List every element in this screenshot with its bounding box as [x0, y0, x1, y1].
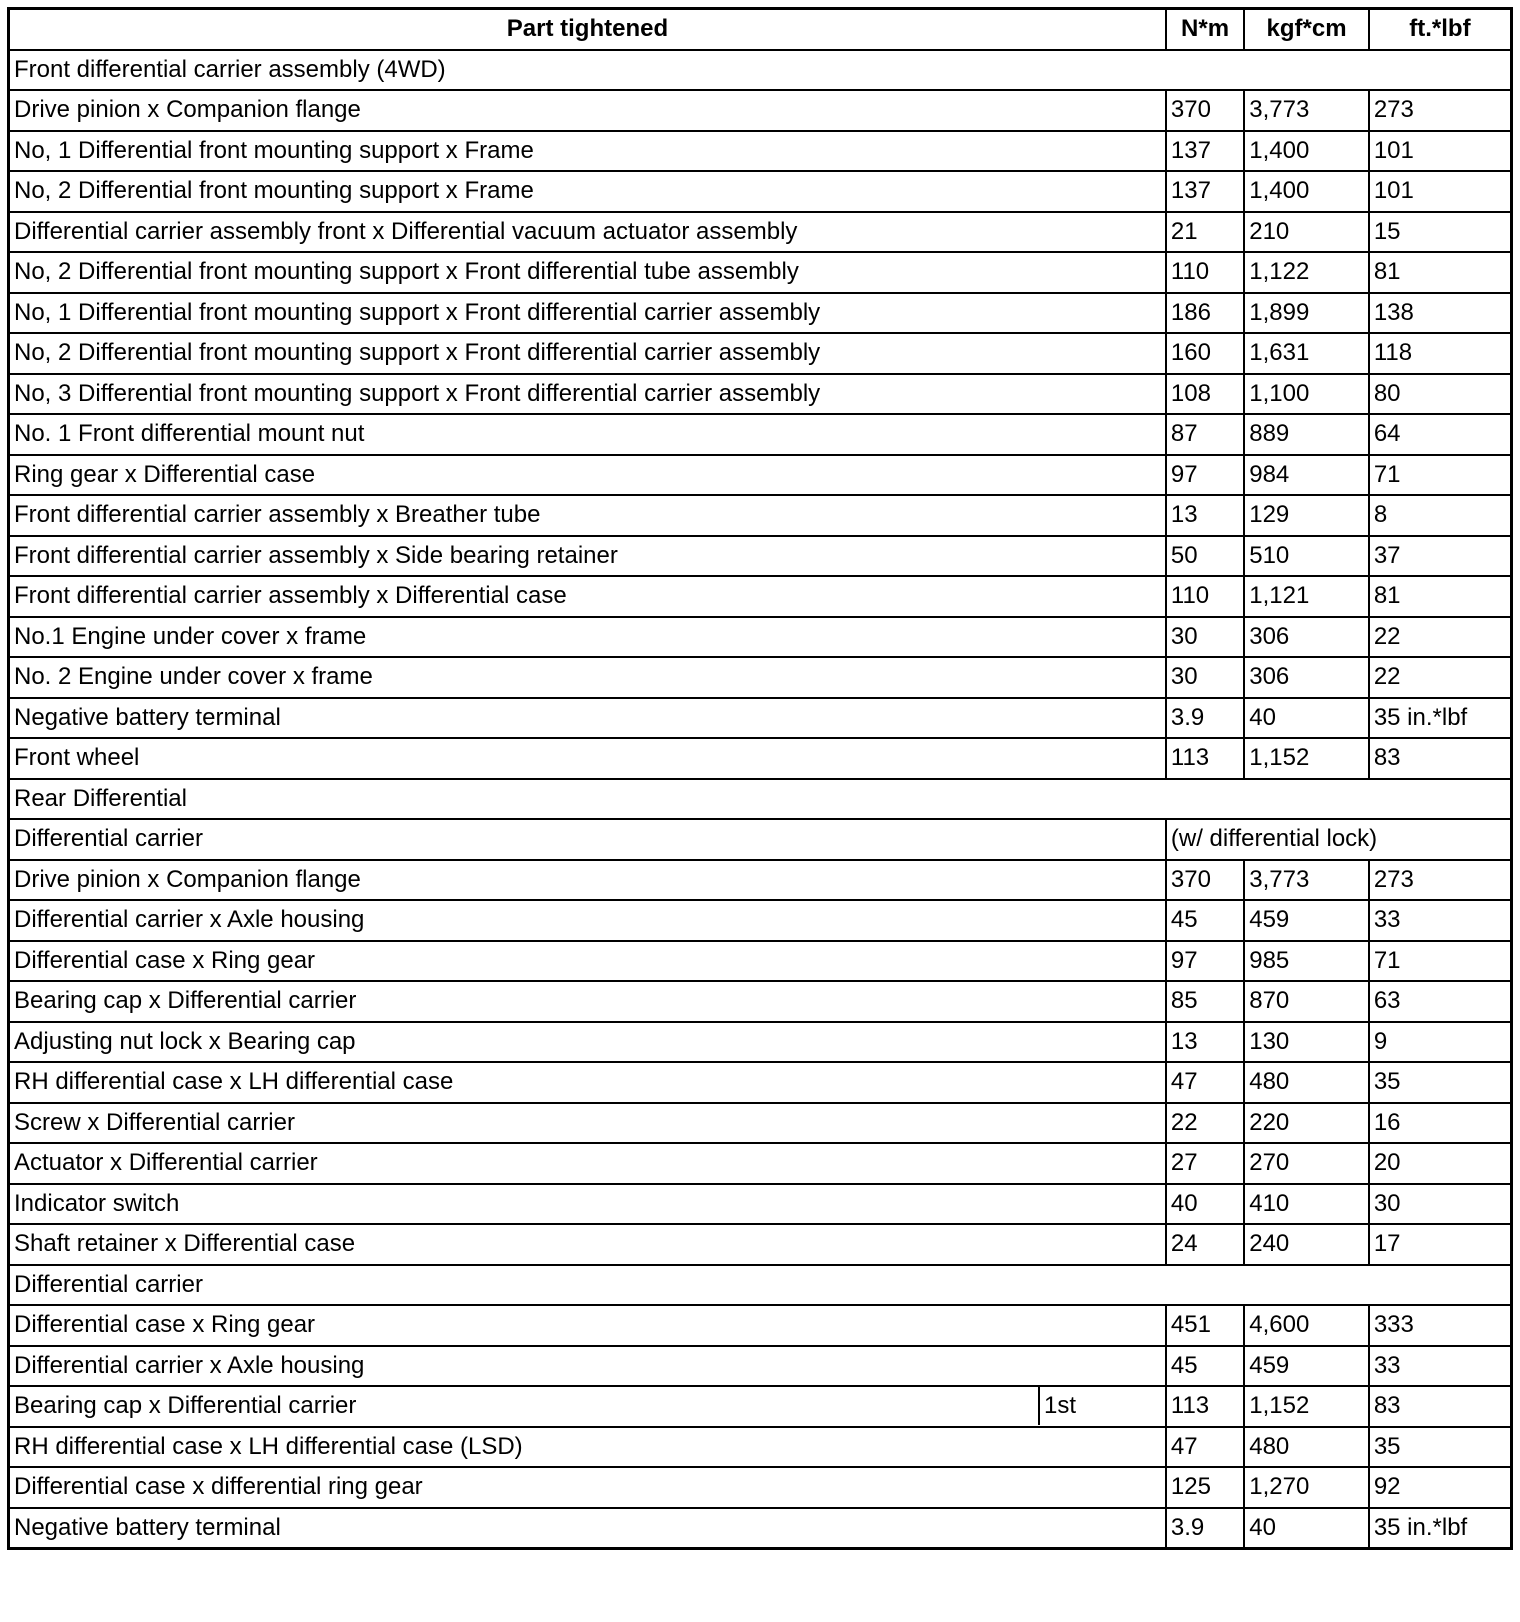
torque-ft-lbf: 37	[1369, 536, 1512, 577]
part-name: RH differential case x LH differential case	[9, 1062, 1166, 1103]
torque-kgf-cm: 270	[1244, 1143, 1369, 1184]
torque-ft-lbf: 71	[1369, 455, 1512, 496]
torque-ft-lbf: 63	[1369, 981, 1512, 1022]
torque-kgf-cm: 1,400	[1244, 171, 1369, 212]
part-name: No, 3 Differential front mounting support x Front differential carrier assembly	[9, 374, 1166, 415]
section-label: Differential carrier	[9, 1265, 1512, 1306]
torque-kgf-cm: 510	[1244, 536, 1369, 577]
header-ft-lbf: ft.*lbf	[1369, 9, 1512, 50]
table-row	[9, 495, 1512, 536]
torque-nm: 30	[1166, 657, 1244, 698]
table-row	[9, 293, 1512, 334]
step-label: 1st	[1044, 1392, 1077, 1420]
part-name: No, 1 Differential front mounting support x Front differential carrier assembly	[9, 293, 1166, 334]
table-row	[9, 171, 1512, 212]
header-part-tightened: Part tightened	[9, 9, 1166, 50]
part-name: Differential carrier x Axle housing	[9, 1346, 1166, 1387]
table-row	[9, 1467, 1512, 1508]
part-name: Differential case x Ring gear	[9, 1305, 1166, 1346]
part-name: Differential case x differential ring gear	[9, 1467, 1166, 1508]
torque-ft-lbf: 83	[1369, 1386, 1512, 1427]
table-row	[9, 1508, 1512, 1549]
table-row	[9, 414, 1512, 455]
part-name: Drive pinion x Companion flange	[9, 860, 1166, 901]
torque-ft-lbf: 333	[1369, 1305, 1512, 1346]
part-name: Front differential carrier assembly x Differential case	[9, 576, 1166, 617]
torque-ft-lbf: 81	[1369, 252, 1512, 293]
torque-ft-lbf: 81	[1369, 576, 1512, 617]
torque-nm: 85	[1166, 981, 1244, 1022]
torque-ft-lbf: 35 in.*lbf	[1369, 698, 1512, 739]
table-row	[9, 374, 1512, 415]
torque-nm: 50	[1166, 536, 1244, 577]
torque-nm: 97	[1166, 941, 1244, 982]
table-row	[9, 698, 1512, 739]
torque-ft-lbf: 17	[1369, 1224, 1512, 1265]
torque-kgf-cm: 1,270	[1244, 1467, 1369, 1508]
torque-nm: 370	[1166, 860, 1244, 901]
part-cell	[9, 1386, 1166, 1427]
torque-nm: 137	[1166, 171, 1244, 212]
torque-nm: 40	[1166, 1184, 1244, 1225]
table-row	[9, 1062, 1512, 1103]
part-name: RH differential case x LH differential case (LSD)	[9, 1427, 1166, 1468]
part-name: Screw x Differential carrier	[9, 1103, 1166, 1144]
torque-nm: 47	[1166, 1062, 1244, 1103]
section-label: Rear Differential	[9, 779, 1512, 820]
torque-ft-lbf: 35	[1369, 1062, 1512, 1103]
torque-kgf-cm: 1,121	[1244, 576, 1369, 617]
torque-nm: 45	[1166, 900, 1244, 941]
header-kgf-cm: kgf*cm	[1244, 9, 1369, 50]
part-name: Front differential carrier assembly x Side bearing retainer	[9, 536, 1166, 577]
part-name: Ring gear x Differential case	[9, 455, 1166, 496]
torque-ft-lbf: 273	[1369, 860, 1512, 901]
part-name: Negative battery terminal	[9, 1508, 1166, 1549]
torque-nm: 160	[1166, 333, 1244, 374]
part-name: Differential carrier x Axle housing	[9, 900, 1166, 941]
torque-ft-lbf: 20	[1369, 1143, 1512, 1184]
torque-nm: 27	[1166, 1143, 1244, 1184]
torque-nm: 45	[1166, 1346, 1244, 1387]
table-row	[9, 333, 1512, 374]
torque-ft-lbf: 35 in.*lbf	[1369, 1508, 1512, 1549]
part-name: Differential carrier	[9, 819, 1166, 860]
torque-kgf-cm: 1,400	[1244, 131, 1369, 172]
part-name: No, 2 Differential front mounting support x Front differential carrier assembly	[9, 333, 1166, 374]
header-row	[9, 9, 1512, 50]
torque-nm: 113	[1166, 738, 1244, 779]
torque-kgf-cm: 210	[1244, 212, 1369, 253]
section-row	[9, 1265, 1512, 1306]
part-name: Differential case x Ring gear	[9, 941, 1166, 982]
part-name: Bearing cap x Differential carrier	[9, 981, 1166, 1022]
table-row	[9, 536, 1512, 577]
torque-ft-lbf: 35	[1369, 1427, 1512, 1468]
torque-kgf-cm: 240	[1244, 1224, 1369, 1265]
table-row	[9, 1143, 1512, 1184]
table-row	[9, 941, 1512, 982]
torque-nm: 125	[1166, 1467, 1244, 1508]
part-name: No, 1 Differential front mounting support x Frame	[9, 131, 1166, 172]
torque-nm: 3.9	[1166, 698, 1244, 739]
torque-ft-lbf: 101	[1369, 131, 1512, 172]
part-name: Actuator x Differential carrier	[9, 1143, 1166, 1184]
torque-ft-lbf: 273	[1369, 90, 1512, 131]
torque-kgf-cm: 3,773	[1244, 860, 1369, 901]
table-row	[9, 131, 1512, 172]
subsection-note: (w/ differential lock)	[1166, 819, 1512, 860]
torque-kgf-cm: 130	[1244, 1022, 1369, 1063]
torque-ft-lbf: 22	[1369, 657, 1512, 698]
torque-kgf-cm: 306	[1244, 617, 1369, 658]
table-row	[9, 212, 1512, 253]
torque-nm: 13	[1166, 495, 1244, 536]
table-row	[9, 1386, 1512, 1427]
torque-nm: 186	[1166, 293, 1244, 334]
table-row	[9, 576, 1512, 617]
torque-kgf-cm: 1,152	[1244, 1386, 1369, 1427]
part-name: Front wheel	[9, 738, 1166, 779]
part-name: No, 2 Differential front mounting support x Front differential tube assembly	[9, 252, 1166, 293]
torque-kgf-cm: 220	[1244, 1103, 1369, 1144]
part-name: No. 1 Front differential mount nut	[9, 414, 1166, 455]
section-label: Front differential carrier assembly (4WD)	[9, 50, 1512, 91]
torque-ft-lbf: 33	[1369, 900, 1512, 941]
torque-kgf-cm: 1,899	[1244, 293, 1369, 334]
torque-ft-lbf: 9	[1369, 1022, 1512, 1063]
table-row	[9, 900, 1512, 941]
part-name: Bearing cap x Differential carrier	[10, 1387, 1040, 1425]
torque-nm: 21	[1166, 212, 1244, 253]
table-body	[9, 50, 1512, 1549]
torque-nm: 13	[1166, 1022, 1244, 1063]
torque-kgf-cm: 1,631	[1244, 333, 1369, 374]
table-row	[9, 1184, 1512, 1225]
section-row	[9, 779, 1512, 820]
table-row	[9, 455, 1512, 496]
torque-kgf-cm: 889	[1244, 414, 1369, 455]
torque-nm: 110	[1166, 252, 1244, 293]
torque-ft-lbf: 64	[1369, 414, 1512, 455]
torque-ft-lbf: 101	[1369, 171, 1512, 212]
torque-kgf-cm: 306	[1244, 657, 1369, 698]
torque-nm: 47	[1166, 1427, 1244, 1468]
torque-nm: 110	[1166, 576, 1244, 617]
torque-kgf-cm: 870	[1244, 981, 1369, 1022]
torque-nm: 108	[1166, 374, 1244, 415]
part-name: Negative battery terminal	[9, 698, 1166, 739]
table-row	[9, 1346, 1512, 1387]
torque-kgf-cm: 4,600	[1244, 1305, 1369, 1346]
torque-nm: 113	[1166, 1386, 1244, 1427]
part-name: No, 2 Differential front mounting support x Frame	[9, 171, 1166, 212]
torque-kgf-cm: 3,773	[1244, 90, 1369, 131]
torque-kgf-cm: 984	[1244, 455, 1369, 496]
table-row	[9, 657, 1512, 698]
section-row	[9, 50, 1512, 91]
torque-specification-table	[7, 7, 1513, 1550]
table-row	[9, 1427, 1512, 1468]
part-name: Shaft retainer x Differential case	[9, 1224, 1166, 1265]
torque-ft-lbf: 80	[1369, 374, 1512, 415]
table-row	[9, 981, 1512, 1022]
table-row	[9, 1103, 1512, 1144]
part-name: Indicator switch	[9, 1184, 1166, 1225]
torque-kgf-cm: 129	[1244, 495, 1369, 536]
torque-nm: 24	[1166, 1224, 1244, 1265]
table-row	[9, 90, 1512, 131]
torque-ft-lbf: 8	[1369, 495, 1512, 536]
torque-kgf-cm: 40	[1244, 698, 1369, 739]
torque-ft-lbf: 22	[1369, 617, 1512, 658]
part-name: Differential carrier assembly front x Differential vacuum actuator assembly	[9, 212, 1166, 253]
torque-ft-lbf: 118	[1369, 333, 1512, 374]
torque-ft-lbf: 83	[1369, 738, 1512, 779]
part-name: Adjusting nut lock x Bearing cap	[9, 1022, 1166, 1063]
torque-nm: 97	[1166, 455, 1244, 496]
table-row	[9, 738, 1512, 779]
header-nm: N*m	[1166, 9, 1244, 50]
torque-nm: 3.9	[1166, 1508, 1244, 1549]
torque-kgf-cm: 40	[1244, 1508, 1369, 1549]
torque-nm: 87	[1166, 414, 1244, 455]
table-row	[9, 860, 1512, 901]
torque-kgf-cm: 480	[1244, 1427, 1369, 1468]
part-name: Front differential carrier assembly x Breather tube	[9, 495, 1166, 536]
torque-ft-lbf: 16	[1369, 1103, 1512, 1144]
table-row	[9, 617, 1512, 658]
part-name: No. 2 Engine under cover x frame	[9, 657, 1166, 698]
torque-kgf-cm: 459	[1244, 900, 1369, 941]
table-row	[9, 1022, 1512, 1063]
torque-kgf-cm: 1,122	[1244, 252, 1369, 293]
part-name: Drive pinion x Companion flange	[9, 90, 1166, 131]
torque-nm: 137	[1166, 131, 1244, 172]
torque-ft-lbf: 71	[1369, 941, 1512, 982]
torque-nm: 22	[1166, 1103, 1244, 1144]
table-row	[9, 1224, 1512, 1265]
torque-kgf-cm: 459	[1244, 1346, 1369, 1387]
torque-nm: 370	[1166, 90, 1244, 131]
torque-kgf-cm: 480	[1244, 1062, 1369, 1103]
subsection-row	[9, 819, 1512, 860]
torque-kgf-cm: 410	[1244, 1184, 1369, 1225]
torque-kgf-cm: 1,152	[1244, 738, 1369, 779]
torque-ft-lbf: 92	[1369, 1467, 1512, 1508]
torque-nm: 30	[1166, 617, 1244, 658]
torque-kgf-cm: 985	[1244, 941, 1369, 982]
part-name: No.1 Engine under cover x frame	[9, 617, 1166, 658]
table-row	[9, 252, 1512, 293]
table-row	[9, 1305, 1512, 1346]
torque-ft-lbf: 30	[1369, 1184, 1512, 1225]
torque-kgf-cm: 1,100	[1244, 374, 1369, 415]
torque-ft-lbf: 33	[1369, 1346, 1512, 1387]
torque-ft-lbf: 138	[1369, 293, 1512, 334]
torque-nm: 451	[1166, 1305, 1244, 1346]
torque-ft-lbf: 15	[1369, 212, 1512, 253]
